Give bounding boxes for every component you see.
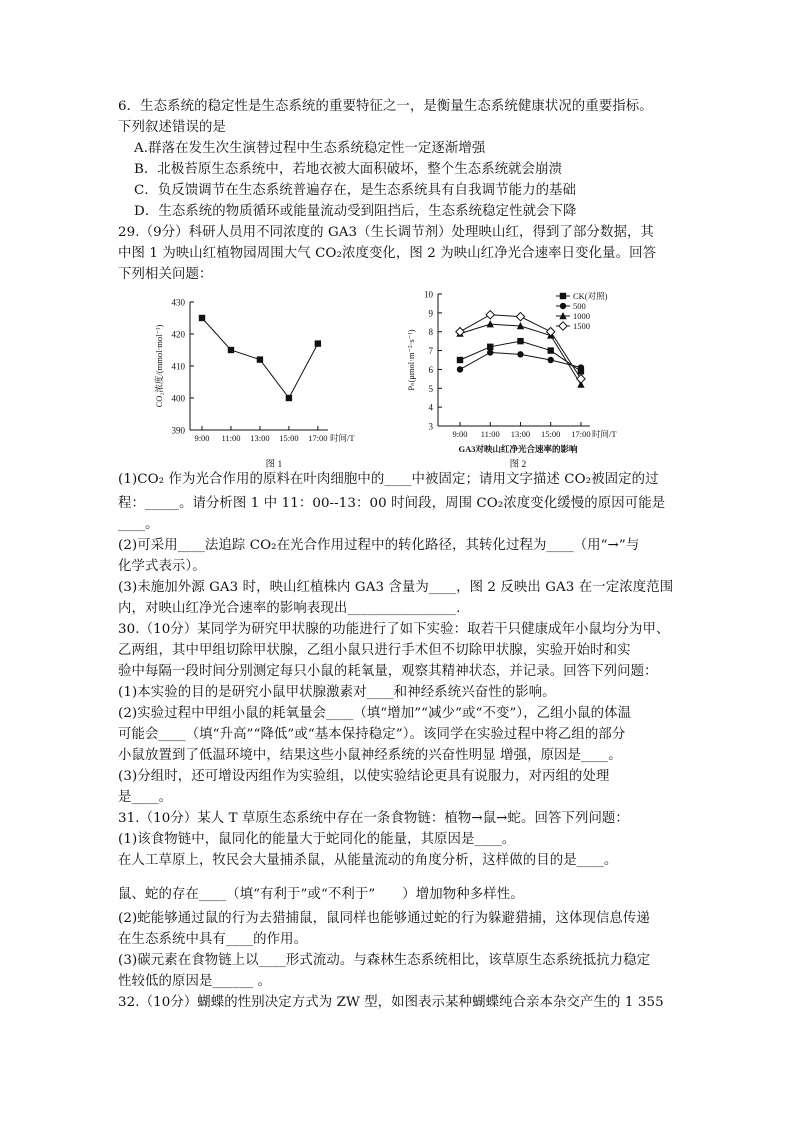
q29-part1-line-3: ____。: [118, 517, 159, 532]
q6-stem-line-1: 6．生态系统的稳定性是生态系统的重要特征之一，是衡量生态系统健康状况的重要指标。: [118, 99, 653, 114]
q32-line-1: 32.（10分）蝴蝶的性别决定方式为 ZW 型，如图表示某种蝴蝶纯合亲本杂交产生的 1 355: [118, 995, 664, 1010]
q31-line-6: 在生态系统中具有____的作用。: [118, 932, 308, 947]
fig2-x-axis-label: 时间/T: [592, 429, 617, 439]
fig2-y-axis-label: Pₙ(μmol·m⁻²·s⁻¹): [406, 329, 416, 391]
q31-line-4: 鼠、蛇的存在____（填“有利于”或“不利于” ）增加物种多样性。: [118, 887, 524, 902]
fig1-data-point: [199, 315, 205, 321]
figure-1-co2-chart: [150, 290, 380, 470]
q29-intro-line-2: 中图 1 为映山红植物园周围大气 CO₂浓度变化，图 2 为映山红净光合速率日变化量。回答: [118, 246, 657, 261]
fig2-x-tick-label: 15:00: [541, 429, 561, 439]
q30-line-8: (3)分组时，还可增设丙组作为实验组，以使实验结论更具有说服力，对丙组的处理: [118, 769, 610, 784]
fig2-data-point: [487, 320, 494, 327]
fig2-data-point: [487, 349, 493, 355]
q30-line-5: (2)实验过程中甲组小鼠的耗氧量会____（填“增加”“减少”或“不变”），乙组小鼠的体温: [118, 706, 632, 721]
q30-line-6: 可能会____（填“升高”“降低”或“基本保持稳定”）。该同学在实验过程中将乙组的部分: [118, 727, 626, 742]
fig2-data-point: [456, 328, 464, 336]
fig1-y-tick-label: 400: [171, 393, 185, 404]
fig2-legend-marker: [560, 303, 566, 309]
q31-line-3: 在人工草原上，牧民会大量捕杀鼠，从能量流动的角度分析，这样做的目的是____。: [118, 853, 618, 868]
q29-intro-line-3: 下列相关问题：: [118, 267, 213, 282]
q30-line-3: 验中每隔一段时间分别测定每只小鼠的耗氧量，观察其精神状态，并记录。回答下列问题：: [118, 664, 658, 679]
fig2-x-tick-label: 13:00: [510, 429, 531, 439]
q29-intro-line-1: 29.（9分）科研人员用不同浓度的 GA3（生长调节剂）处理映山红，得到了部分数据，其: [118, 225, 654, 240]
fig1-data-point: [257, 356, 263, 362]
fig2-x-tick-label: 17:00: [571, 429, 591, 439]
fig2-y-tick-label: 5: [428, 383, 433, 394]
fig2-y-tick-label: 6: [428, 364, 433, 375]
fig2-data-point: [487, 344, 493, 350]
fig2-y-tick-label: 4: [428, 402, 433, 413]
fig2-legend-marker: [560, 293, 566, 299]
fig2-data-point: [516, 312, 524, 320]
fig2-legend-label: 1500: [573, 321, 590, 331]
q29-part3-line-2: 内，对映山红净光合速率的影响表现出________________.: [118, 601, 461, 616]
q6-option-c: C．负反馈调节在生态系统普遍存在，是生态系统具有自我调节能力的基础: [134, 183, 577, 198]
q29-part1-line-2: 程：_____。请分析图 1 中 11：00--13：00 时间段，周围 CO₂浓度变化缓慢的原因可能是: [118, 496, 666, 511]
q29-part3-line-1: (3)未施加外源 GA3 时，映山红植株内 GA3 含量为____，图 2 反映出 GA3 在一定浓度范围: [118, 580, 674, 595]
q29-part2-line-2: 化学式表示）。: [118, 559, 206, 574]
q30-line-4: (1)本实验的目的是研究小鼠甲状腺激素对____和神经系统兴奋性的影响。: [118, 685, 556, 700]
q30-line-2: 乙两组，其中甲组切除甲状腺，乙组小鼠只进行手术但不切除甲状腺，实验开始时和实: [118, 643, 631, 658]
fig2-data-point: [457, 357, 463, 363]
fig1-data-point: [286, 395, 292, 401]
fig1-x-tick-label: 9:00: [194, 433, 210, 443]
fig2-legend-label: 1000: [573, 311, 590, 321]
q30-line-9: 是____。: [118, 790, 173, 805]
fig2-y-tick-label: 9: [428, 308, 433, 319]
fig2-data-point: [517, 338, 523, 344]
figure-2-pn-chart: [400, 284, 640, 472]
q6-option-a: A.群落在发生次生演替过程中生态系统稳定性一定逐渐增强: [134, 141, 486, 156]
fig1-y-tick-label: 390: [171, 425, 185, 436]
q6-stem-line-2: 下列叙述错误的是: [118, 120, 226, 135]
fig1-x-tick-label: 15:00: [279, 433, 299, 443]
fig1-x-tick-label: 17:00: [308, 433, 328, 443]
q31-line-8: 性较低的原因是______ 。: [118, 974, 272, 989]
q29-part2-line-1: (2)可采用____法追踪 CO₂在光合作用过程中的转化路径，其转化过程为____（用“→”与: [118, 538, 640, 553]
q6-option-d: D．生态系统的物质循环或能量流动受到阻挡后，生态系统稳定性就会下降: [134, 204, 577, 219]
fig1-x-tick-label: 11:00: [221, 433, 241, 443]
fig1-x-axis-label: 时间/T: [330, 433, 355, 443]
q30-line-1: 30.（10分）某同学为研究甲状腺的功能进行了如下实验：取若干只健康成年小鼠均分为甲、: [118, 622, 670, 637]
fig2-data-point: [547, 357, 553, 363]
fig2-data-point: [486, 311, 494, 319]
fig2-y-tick-label: 3: [428, 421, 433, 432]
fig2-data-point: [577, 375, 585, 383]
fig1-caption: 图 1: [265, 460, 283, 470]
fig2-data-point: [578, 364, 584, 370]
fig2-x-tick-label: 11:00: [480, 429, 500, 439]
q31-line-2: (1)该食物链中，鼠同化的能量大于蛇同化的能量，其原因是____。: [118, 832, 516, 847]
fig1-y-tick-label: 420: [171, 329, 185, 340]
fig2-data-point: [547, 347, 553, 353]
fig1-y-tick-label: 430: [171, 297, 185, 308]
q29-part1-line-1: (1)CO₂ 作为光合作用的原料在叶肉细胞中的____中被固定；请用文字描述 CO₂被固定的过: [118, 472, 659, 487]
fig2-data-point: [517, 351, 523, 357]
fig1-data-point: [315, 340, 321, 346]
fig2-legend-marker: [559, 322, 567, 330]
q31-line-1: 31.（10分）某人 T 草原生态系统中存在一条食物链：植物→鼠→蛇。回答下列问题：: [118, 811, 629, 826]
q31-line-5: (2)蛇能够通过鼠的行为去猎捕鼠，鼠同样也能够通过蛇的行为躲避猎捕，这体现信息传递: [118, 911, 650, 926]
fig2-legend-label: CK(对照): [573, 291, 608, 301]
fig2-data-point: [457, 366, 463, 372]
q6-option-b: B．北极苔原生态系统中，若地衣被大面积破坏，整个生态系统就会崩溃: [134, 162, 563, 177]
fig1-y-axis-label: CO₂浓度/(mmol·mol⁻¹): [154, 324, 164, 408]
fig1-x-tick-label: 13:00: [250, 433, 270, 443]
fig2-y-tick-label: 8: [428, 327, 433, 338]
fig1-data-point: [228, 347, 234, 353]
fig2-y-tick-label: 10: [424, 289, 433, 300]
q30-line-7: 小鼠放置到了低温环境中，结果这些小鼠神经系统的兴奋性明显 增强，原因是____。: [118, 748, 622, 763]
fig2-legend-label: 500: [573, 301, 586, 311]
fig2-subcaption: GA3对映山红净光合速率的影响: [458, 444, 578, 454]
fig1-y-tick-label: 410: [171, 361, 185, 372]
fig2-y-tick-label: 7: [428, 346, 433, 357]
q31-line-7: (3)碳元素在食物链上以____形式流动。与森林生态系统相比，该草原生态系统抵抗力稳定: [118, 953, 651, 968]
fig2-x-tick-label: 9:00: [452, 429, 468, 439]
fig2-caption: 图 2: [509, 460, 527, 470]
